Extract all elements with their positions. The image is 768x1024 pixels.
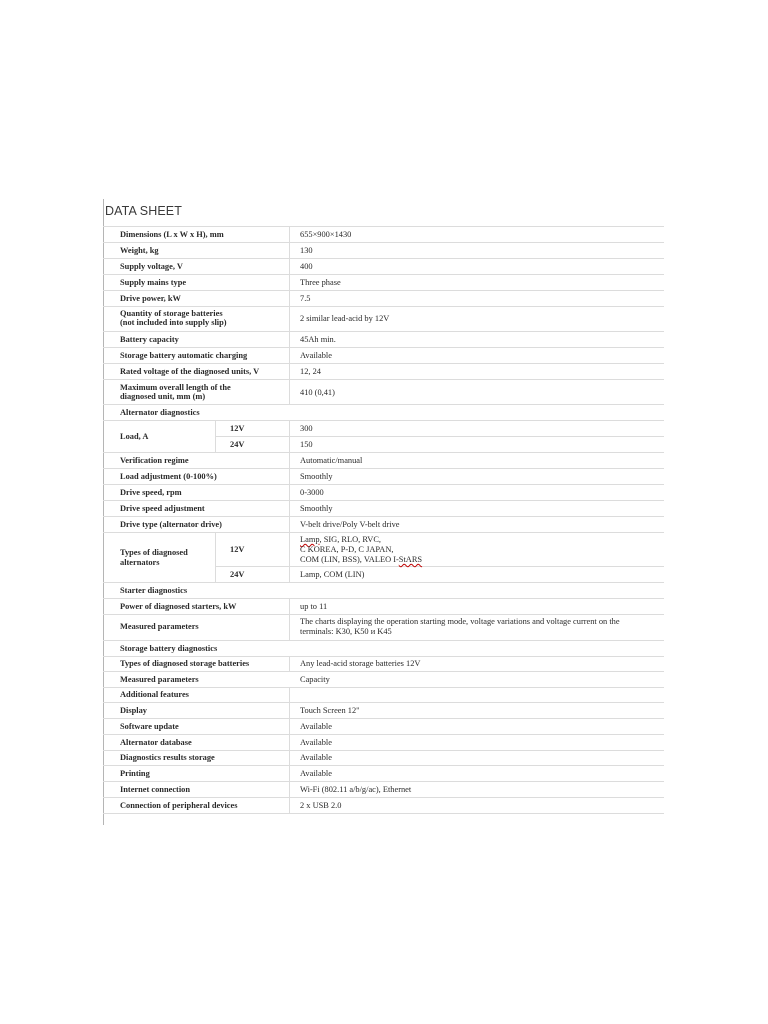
col-divider	[215, 532, 216, 582]
row-divider	[103, 582, 664, 583]
label-drive-speed: Drive speed, rpm	[120, 488, 182, 497]
value-measured-battery: Capacity	[300, 675, 330, 684]
load-24v-value: 150	[300, 440, 313, 449]
row-divider	[103, 797, 664, 798]
row-divider	[103, 420, 664, 421]
row-divider	[103, 379, 664, 380]
label-supply-voltage: Supply voltage, V	[120, 262, 183, 271]
value-drive-type: V-belt drive/Poly V-belt drive	[300, 520, 400, 529]
row-divider	[103, 813, 664, 814]
value-internet: Wi-Fi (802.11 a/b/g/ac), Ethernet	[300, 785, 412, 794]
row-divider	[103, 614, 664, 615]
col-divider	[289, 226, 290, 405]
value-display: Touch Screen 12"	[300, 706, 360, 715]
label-results-storage: Diagnostics results storage	[120, 753, 215, 762]
alternators-12v-line1	[300, 535, 381, 544]
alternators-12v-label: 12V	[230, 545, 245, 554]
label-rated-voltage: Rated voltage of the diagnosed units, V	[120, 367, 260, 376]
page-title: DATA SHEET	[105, 204, 182, 218]
row-divider	[103, 274, 664, 275]
label-speed-adjust: Drive speed adjustment	[120, 504, 205, 513]
row-divider	[103, 781, 664, 782]
alternators-24v-value: Lamp, COM (LIN)	[300, 570, 365, 579]
value-supply-voltage: 400	[300, 262, 313, 271]
value-types-batteries: Any lead-acid storage batteries 12V	[300, 659, 421, 668]
value-measured-starter-1: The charts displaying the operation starting mode, voltage variations and voltage current on the	[300, 617, 620, 626]
label-qty-batteries-2: (not included into supply slip)	[120, 318, 227, 327]
value-drive-speed: 0-3000	[300, 488, 324, 497]
label-types-alternators-1: Types of diagnosed	[120, 548, 188, 557]
alternators-12v-line1-rest: , SIG, RLO, RVC,	[319, 535, 381, 544]
label-auto-charging: Storage battery automatic charging	[120, 351, 248, 360]
value-load-adjust: Smoothly	[300, 472, 333, 481]
section-starter-diagnostics: Starter diagnostics	[120, 586, 188, 595]
row-divider	[103, 702, 664, 703]
row-divider	[103, 226, 664, 227]
label-peripheral: Connection of peripheral devices	[120, 801, 238, 810]
value-measured-starter-2: terminals: K30, K50 и K45	[300, 627, 392, 636]
row-divider	[103, 750, 664, 751]
row-divider	[103, 532, 664, 533]
section-battery-diagnostics: Storage battery diagnostics	[120, 644, 218, 653]
label-max-length-1: Maximum overall length of the	[120, 383, 231, 392]
row-divider	[103, 765, 664, 766]
label-printing: Printing	[120, 769, 150, 778]
value-weight: 130	[300, 246, 313, 255]
label-dimensions: Dimensions (L x W x H), mm	[120, 230, 224, 239]
col-divider	[289, 656, 290, 671]
label-verification: Verification regime	[120, 456, 189, 465]
alternators-12v-line3	[300, 555, 422, 564]
label-measured-battery: Measured parameters	[120, 675, 199, 684]
col-divider	[289, 687, 290, 813]
label-load-adjust: Load adjustment (0-100%)	[120, 472, 217, 481]
row-divider	[103, 640, 664, 641]
row-divider	[215, 436, 664, 437]
row-divider	[103, 258, 664, 259]
row-divider	[103, 718, 664, 719]
label-display: Display	[120, 706, 147, 715]
row-divider	[103, 347, 664, 348]
row-divider	[103, 500, 664, 501]
label-internet: Internet connection	[120, 785, 191, 794]
value-drive-power: 7.5	[300, 294, 311, 303]
label-types-batteries: Types of diagnosed storage batteries	[120, 659, 250, 668]
load-24v-label: 24V	[230, 440, 245, 449]
value-printing: Available	[300, 769, 332, 778]
load-12v-value: 300	[300, 424, 313, 433]
value-power-starters: up to 11	[300, 602, 328, 611]
value-rated-voltage: 12, 24	[300, 367, 321, 376]
row-divider	[103, 468, 664, 469]
value-verification: Automatic/manual	[300, 456, 363, 465]
label-load: Load, A	[120, 432, 149, 441]
row-divider	[103, 242, 664, 243]
row-divider	[103, 404, 664, 405]
value-results-storage: Available	[300, 753, 332, 762]
label-drive-power: Drive power, kW	[120, 294, 181, 303]
row-divider	[103, 516, 664, 517]
row-divider	[103, 290, 664, 291]
alternators-12v-line2: C KOREA, P-D, C JAPAN,	[300, 545, 394, 554]
label-qty-batteries-1: Quantity of storage batteries	[120, 309, 223, 318]
label-alt-database: Alternator database	[120, 738, 192, 747]
row-divider	[103, 598, 664, 599]
data-sheet	[103, 199, 664, 825]
col-divider	[289, 598, 290, 640]
value-supply-mains: Three phase	[300, 278, 341, 287]
label-types-alternators-2: alternators	[120, 558, 160, 567]
label-measured-starter: Measured parameters	[120, 622, 199, 631]
load-12v-label: 12V	[230, 424, 245, 433]
label-power-starters: Power of diagnosed starters, kW	[120, 602, 237, 611]
col-divider	[215, 420, 216, 452]
value-software: Available	[300, 722, 332, 731]
row-divider	[103, 306, 664, 307]
alternators-12v-line3-pre: COM (LIN, BSS), VALEO I-	[300, 555, 399, 564]
value-alt-database: Available	[300, 738, 332, 747]
label-battery-capacity: Battery capacity	[120, 335, 179, 344]
col-divider	[289, 420, 290, 582]
label-software: Software update	[120, 722, 179, 731]
row-divider	[103, 484, 664, 485]
value-qty-batteries: 2 similar lead-acid by 12V	[300, 314, 390, 323]
row-divider	[215, 566, 664, 567]
section-alternator-diagnostics: Alternator diagnostics	[120, 408, 200, 417]
alternators-24v-label: 24V	[230, 570, 245, 579]
value-dimensions: 655×900×1430	[300, 230, 352, 239]
row-divider	[103, 452, 664, 453]
value-auto-charging: Available	[300, 351, 332, 360]
row-divider	[103, 671, 664, 672]
row-divider	[103, 363, 664, 364]
left-border	[103, 199, 104, 825]
row-divider	[103, 656, 664, 657]
row-divider	[103, 734, 664, 735]
value-peripheral: 2 x USB 2.0	[300, 801, 342, 810]
label-max-length-2: diagnosed unit, mm (m)	[120, 392, 206, 401]
label-weight: Weight, kg	[120, 246, 159, 255]
alternators-12v-line3-mark: StARS	[398, 555, 423, 564]
row-divider	[103, 331, 664, 332]
label-drive-type: Drive type (alternator drive)	[120, 520, 222, 529]
value-battery-capacity: 45Ah min.	[300, 335, 336, 344]
section-additional-features: Additional features	[120, 690, 189, 699]
row-divider	[103, 687, 664, 688]
value-speed-adjust: Smoothly	[300, 504, 333, 513]
alternators-12v-lamp: Lamp	[300, 535, 320, 544]
label-supply-mains: Supply mains type	[120, 278, 187, 287]
value-max-length: 410 (0,41)	[300, 388, 335, 397]
